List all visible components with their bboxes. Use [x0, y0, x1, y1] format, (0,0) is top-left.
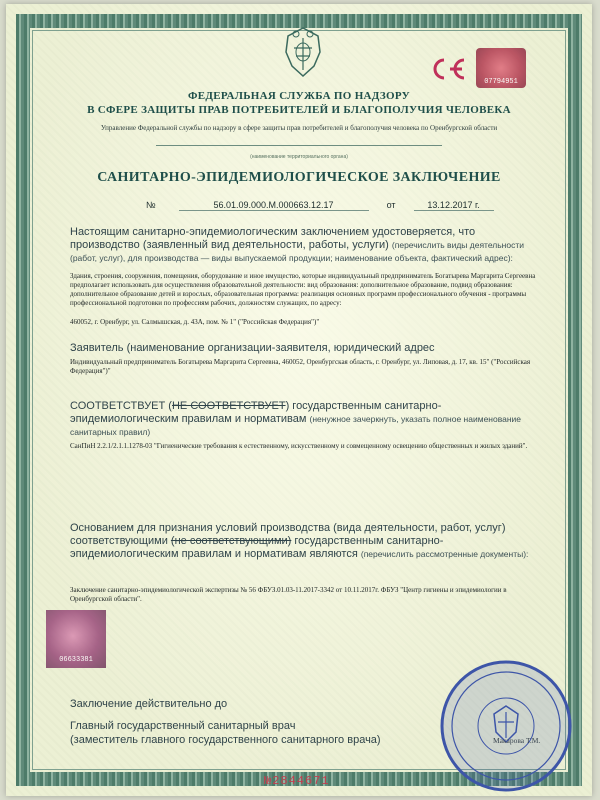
- validity-label: Заключение действительно до: [70, 698, 228, 710]
- office-name: Управление Федеральной службы по надзору в сфере защиты прав потребителей и благополучия человека по Оренбургской области: [100, 124, 498, 132]
- agency-line-1: ФЕДЕРАЛЬНАЯ СЛУЖБА ПО НАДЗОРУ: [187, 90, 411, 102]
- section1-fill: Здания, строения, сооружения, помещения, оборудование и иное имущество, которые индивидуальный предприниматель Богатырева Маргарита Сергеевна предполагает использовать для осуществления образовательной деятельности: вид образования: дополнительное образование, подвид образования: дополнительное образование детей и взрослых, образовательная программа: реализация основных программ профессионального обучения - программы профессиональной подготовки по профессиям рабочих, должностям служащих, по адресу:: [70, 272, 536, 307]
- official-round-stamp: [436, 656, 576, 796]
- deputy-doctor-label: (заместитель главного государственного санитарного врача): [70, 734, 381, 746]
- section3-text: СООТВЕТСТВУЕТ (НЕ СООТВЕТСТВУЕТ) государственным санитарно-эпидемиологическим правилам и нормативам (ненужное зачеркнуть, указать полное наименование санитарных правил): [70, 400, 522, 437]
- basis-lead-a: Основанием для признания условий производства (вида деятельности, работ, услуг) соответствующими: [70, 522, 506, 547]
- certificate-date: 13.12.2017 г.: [414, 200, 494, 211]
- basis-lead-b: государственным санитарно-эпидемиологическим правилам и нормативам являются: [70, 535, 444, 560]
- number-label: №: [146, 200, 156, 210]
- certificate-number: 56.01.09.000.М.000663.12.17: [179, 200, 369, 211]
- hologram-sticker-left: 06633381: [46, 610, 106, 668]
- office-hint: (наименование территориального органа): [250, 154, 348, 160]
- serial-number: №2844671: [264, 774, 330, 788]
- ce-mark-icon: [426, 56, 470, 82]
- coat-of-arms-icon: [276, 22, 330, 82]
- section4-hint: (перечислить рассмотренные документы):: [360, 549, 529, 559]
- document-title: САНИТАРНО-ЭПИДЕМИОЛОГИЧЕСКОЕ ЗАКЛЮЧЕНИЕ: [97, 170, 501, 185]
- agency-line-2: В СФЕРЕ ЗАЩИТЫ ПРАВ ПОТРЕБИТЕЛЕЙ И БЛАГОПОЛУЧИЯ ЧЕЛОВЕКА: [87, 104, 511, 116]
- signer-name: Макарова Т.М.: [493, 736, 541, 745]
- noncompliance-word: НЕ СООТВЕТСТВУЕТ: [171, 400, 286, 412]
- compliance-word: СООТВЕТСТВУЕТ: [70, 400, 166, 412]
- date-from-label: от: [386, 200, 396, 210]
- section1-lead: [70, 226, 542, 265]
- basis-fill: Заключение санитарно-эпидемиологической экспертизы № 56 ФБУЗ.01.03-11.2017-3342 от 10.11.2017г. ФБУЗ "Центр гигиены и эпидемиологии в Оренбургской области".: [70, 586, 507, 603]
- section1-hint: (перечислить виды деятельности (работ, услуг), для производства — виды выпускаемой продукции; наименование объекта, фактический адрес):: [70, 240, 524, 263]
- section3-hint: (ненужное зачеркнуть, указать полное наименование санитарных правил): [70, 414, 522, 437]
- chief-doctor-label: Главный государственный санитарный врач: [70, 720, 296, 732]
- compliance-rest: государственным санитарно-эпидемиологическим правилам и нормативам: [70, 400, 442, 425]
- sanitary-rules-fill: СанПиН 2.2.1/2.1.1.1278-03 "Гигиенические требования к естественному, искусственному и совмещенному освещению общественных и жилых зданий".: [70, 442, 528, 450]
- section1-address: 460052, г. Оренбург, ул. Салмышская, д. 43А, пом. № 1" ("Российская Федерация")": [70, 318, 320, 326]
- section1-lead-text: Настоящим санитарно-эпидемиологическим заключением удостоверяется, что производство (заявленный вид деятельности, работы, услуги): [70, 226, 476, 251]
- basis-strike: (не соответствующими): [170, 535, 292, 547]
- certificate-sheet: [6, 4, 592, 796]
- office-underline: [156, 145, 442, 146]
- hologram-sticker-top: 07794951: [476, 48, 526, 88]
- certificate-number-row: [146, 200, 494, 211]
- applicant-label: Заявитель (наименование организации-заявителя, юридический адрес: [70, 342, 435, 354]
- section4-text: [70, 522, 542, 561]
- applicant-fill: Индивидуальный предприниматель Богатырева Маргарита Сергеевна, 460052, Оренбургская область, г. Оренбург, ул. Липовая, д. 17, кв. 15" ("Российская Федерация")": [70, 358, 531, 375]
